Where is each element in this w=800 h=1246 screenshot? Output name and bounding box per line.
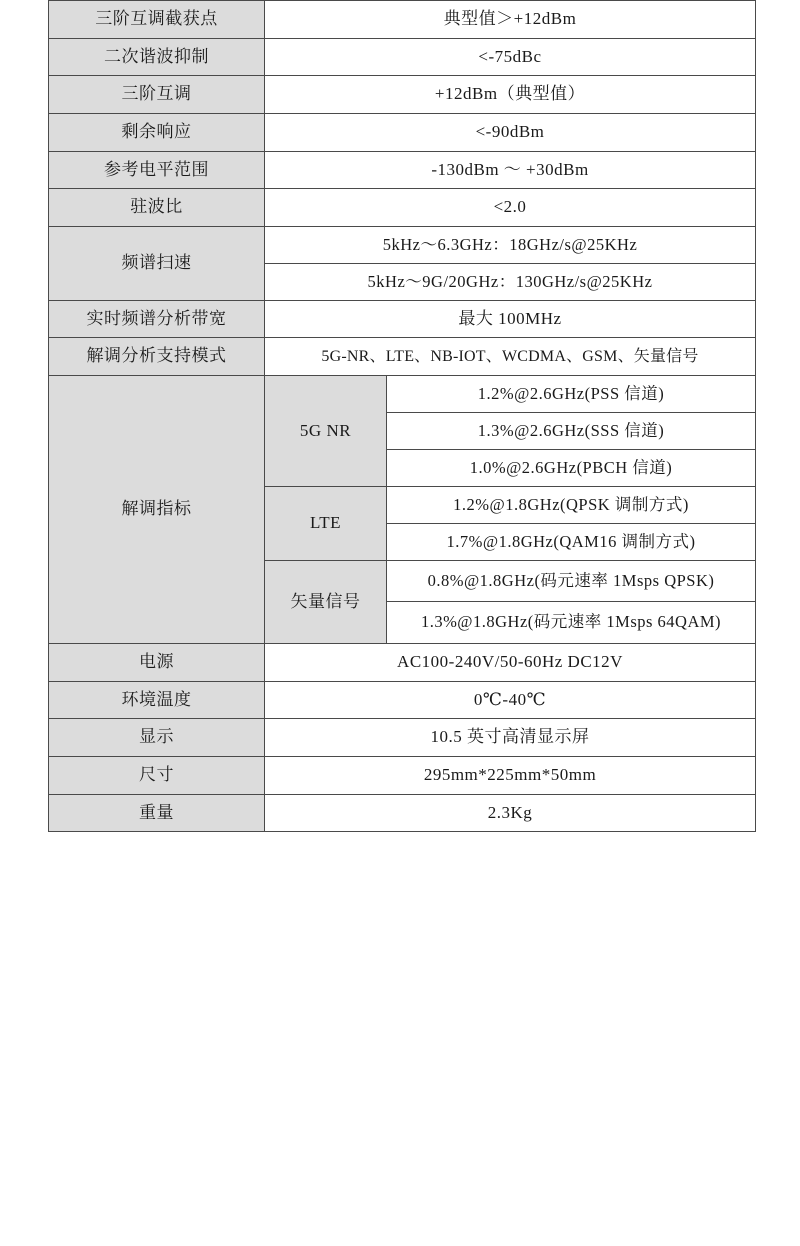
row-value: <2.0 (265, 189, 756, 227)
row-value: 2.3Kg (265, 794, 756, 832)
row-label-demod-spec: 解调指标 (49, 375, 265, 643)
demod-value: 0.8%@1.8GHz(码元速率 1Msps QPSK) (387, 560, 756, 602)
table-row-sweep-1 (49, 226, 756, 263)
demod-value: 1.7%@1.8GHz(QAM16 调制方式) (387, 523, 756, 560)
demod-group-label-lte: LTE (265, 486, 387, 560)
table-row (49, 719, 756, 757)
table-row (49, 113, 756, 151)
row-value: <-75dBc (265, 38, 756, 76)
row-label: 实时频谱分析带宽 (49, 300, 265, 338)
row-value: 典型值＞+12dBm (265, 1, 756, 39)
sweep-value-1: 5kHz～6.3GHz：18GHz/s@25KHz (265, 226, 756, 263)
row-label: 显示 (49, 719, 265, 757)
table-row (49, 300, 756, 338)
row-label: 三阶互调 (49, 76, 265, 114)
table-row (49, 1, 756, 39)
table-row (49, 189, 756, 227)
table-row (49, 38, 756, 76)
row-value: 最大 100MHz (265, 300, 756, 338)
row-label-sweep: 频谱扫速 (49, 226, 265, 300)
table-row (49, 794, 756, 832)
demod-value: 1.2%@1.8GHz(QPSK 调制方式) (387, 486, 756, 523)
row-label: 二次谐波抑制 (49, 38, 265, 76)
demod-group-label-vector: 矢量信号 (265, 560, 387, 644)
table-row (49, 338, 756, 376)
row-value: 10.5 英寸高清显示屏 (265, 719, 756, 757)
table-row (49, 644, 756, 682)
table-row (49, 151, 756, 189)
row-label: 电源 (49, 644, 265, 682)
row-label: 重量 (49, 794, 265, 832)
row-value: <-90dBm (265, 113, 756, 151)
demod-value: 1.3%@2.6GHz(SSS 信道) (387, 412, 756, 449)
row-label: 解调分析支持模式 (49, 338, 265, 376)
demod-value: 1.2%@2.6GHz(PSS 信道) (387, 375, 756, 412)
sweep-value-2: 5kHz～9G/20GHz：130GHz/s@25KHz (265, 263, 756, 300)
row-value: -130dBm ～ +30dBm (265, 151, 756, 189)
row-label: 剩余响应 (49, 113, 265, 151)
specification-table (48, 0, 756, 832)
table-row (49, 757, 756, 795)
row-label: 参考电平范围 (49, 151, 265, 189)
table-row-demod-1 (49, 375, 756, 412)
row-label: 环境温度 (49, 681, 265, 719)
row-label: 驻波比 (49, 189, 265, 227)
table-row (49, 76, 756, 114)
row-value: 0℃-40℃ (265, 681, 756, 719)
row-value: +12dBm（典型值） (265, 76, 756, 114)
demod-value: 1.0%@2.6GHz(PBCH 信道) (387, 449, 756, 486)
row-value: 5G-NR、LTE、NB-IOT、WCDMA、GSM、矢量信号 (265, 338, 756, 376)
row-value: AC100-240V/50-60Hz DC12V (265, 644, 756, 682)
row-label: 尺寸 (49, 757, 265, 795)
row-value: 295mm*225mm*50mm (265, 757, 756, 795)
table-row (49, 681, 756, 719)
row-label: 三阶互调截获点 (49, 1, 265, 39)
demod-value: 1.3%@1.8GHz(码元速率 1Msps 64QAM) (387, 602, 756, 644)
demod-group-label-5gnr: 5G NR (265, 375, 387, 486)
